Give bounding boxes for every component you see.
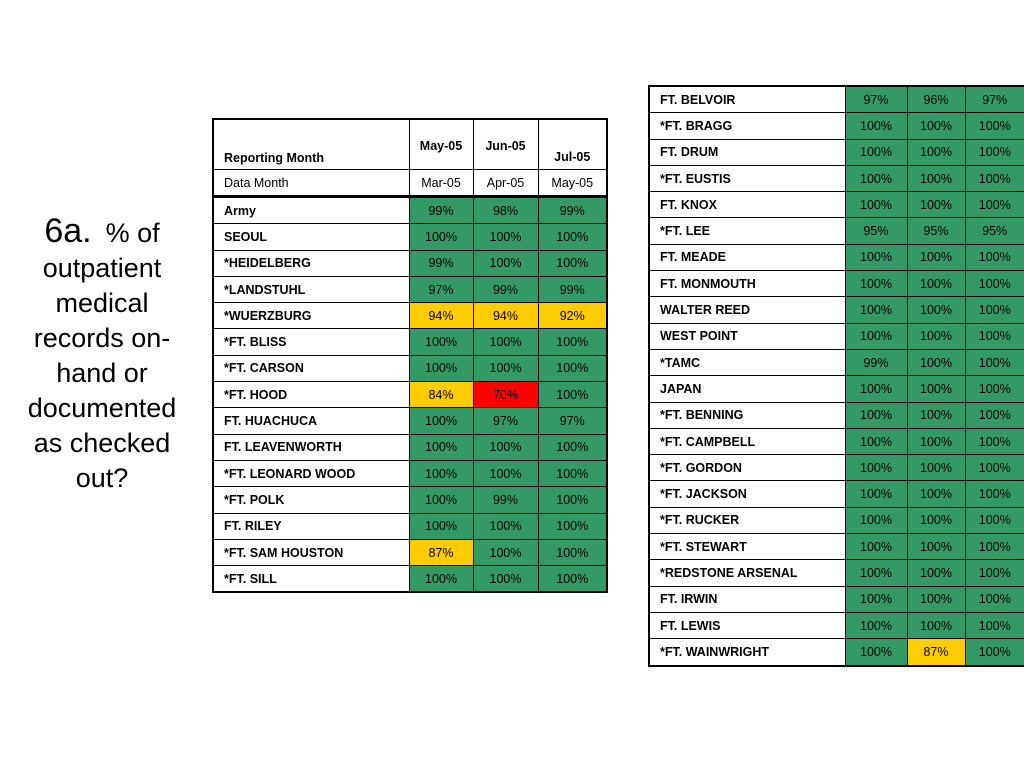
percent-cell: 94% [409, 303, 473, 329]
percent-cell: 99% [409, 250, 473, 276]
percent-cell: 100% [409, 513, 473, 539]
percent-cell: 100% [538, 487, 607, 513]
location-name: *REDSTONE ARSENAL [649, 560, 845, 586]
percent-cell: 100% [538, 382, 607, 408]
percent-cell: 100% [965, 639, 1024, 666]
location-name: *LANDSTUHL [213, 276, 409, 302]
subheader-month: Mar-05 [409, 170, 473, 197]
percent-cell: 100% [965, 349, 1024, 375]
location-name: FT. BELVOIR [649, 86, 845, 113]
location-name: *FT. RUCKER [649, 507, 845, 533]
table-row [649, 165, 1024, 191]
location-name: *FT. HOOD [213, 382, 409, 408]
location-name: *FT. BRAGG [649, 113, 845, 139]
table-row [649, 560, 1024, 586]
table-row [649, 218, 1024, 244]
percent-cell: 100% [538, 539, 607, 565]
table-row [213, 303, 607, 329]
percent-cell: 100% [409, 487, 473, 513]
percent-cell: 100% [845, 534, 907, 560]
table-row [213, 224, 607, 250]
header-month: Jul-05 [538, 119, 607, 170]
table-row [213, 382, 607, 408]
percent-cell: 99% [473, 487, 538, 513]
percent-cell: 100% [473, 355, 538, 381]
percent-cell: 100% [907, 165, 965, 191]
location-name: WEST POINT [649, 323, 845, 349]
percent-cell: 100% [907, 402, 965, 428]
subheader-label: Data Month [213, 170, 409, 197]
percent-cell: 100% [907, 139, 965, 165]
percent-cell: 100% [473, 460, 538, 486]
percent-cell: 100% [907, 428, 965, 454]
percent-cell: 96% [907, 86, 965, 113]
location-name: FT. MEADE [649, 244, 845, 270]
percent-cell: 99% [845, 349, 907, 375]
location-name: Army [213, 197, 409, 224]
table-row [213, 197, 607, 224]
percent-cell: 100% [965, 297, 1024, 323]
table-row [213, 355, 607, 381]
header-month: Jun-05 [473, 119, 538, 170]
table-row [213, 250, 607, 276]
percent-cell: 100% [845, 402, 907, 428]
percent-cell: 100% [965, 481, 1024, 507]
location-name: *TAMC [649, 349, 845, 375]
location-name: *FT. CARSON [213, 355, 409, 381]
percent-cell: 97% [965, 86, 1024, 113]
percent-cell: 100% [907, 455, 965, 481]
percent-cell: 100% [965, 402, 1024, 428]
location-name: FT. KNOX [649, 192, 845, 218]
percent-cell: 94% [473, 303, 538, 329]
location-name: *FT. WAINWRIGHT [649, 639, 845, 666]
table-row [213, 329, 607, 355]
location-name: FT. RILEY [213, 513, 409, 539]
location-name: *FT. SILL [213, 566, 409, 593]
right-data-table [648, 85, 1024, 667]
header-month: May-05 [409, 119, 473, 170]
percent-cell: 100% [845, 297, 907, 323]
percent-cell: 100% [845, 113, 907, 139]
percent-cell: 100% [845, 481, 907, 507]
percent-cell: 100% [845, 507, 907, 533]
subheader-row [213, 170, 607, 197]
table-row [649, 481, 1024, 507]
percent-cell: 100% [473, 224, 538, 250]
location-name: *FT. STEWART [649, 534, 845, 560]
location-name: SEOUL [213, 224, 409, 250]
percent-cell: 100% [845, 323, 907, 349]
percent-cell: 100% [907, 271, 965, 297]
percent-cell: 100% [538, 329, 607, 355]
table-row [213, 487, 607, 513]
percent-cell: 100% [965, 560, 1024, 586]
percent-cell: 98% [473, 197, 538, 224]
percent-cell: 100% [538, 434, 607, 460]
slide-title [18, 214, 186, 496]
percent-cell: 100% [409, 566, 473, 593]
location-name: JAPAN [649, 376, 845, 402]
percent-cell: 100% [965, 376, 1024, 402]
percent-cell: 100% [845, 192, 907, 218]
percent-cell: 100% [965, 244, 1024, 270]
percent-cell: 100% [538, 250, 607, 276]
percent-cell: 100% [965, 323, 1024, 349]
percent-cell: 100% [907, 534, 965, 560]
percent-cell: 97% [538, 408, 607, 434]
table-row [213, 408, 607, 434]
percent-cell: 97% [473, 408, 538, 434]
location-name: WALTER REED [649, 297, 845, 323]
percent-cell: 100% [907, 297, 965, 323]
percent-cell: 100% [907, 376, 965, 402]
table-row [649, 586, 1024, 612]
table-row [649, 639, 1024, 666]
location-name: *FT. LEONARD WOOD [213, 460, 409, 486]
percent-cell: 100% [409, 460, 473, 486]
percent-cell: 100% [845, 271, 907, 297]
location-name: *FT. POLK [213, 487, 409, 513]
table-row [649, 244, 1024, 270]
location-name: *FT. JACKSON [649, 481, 845, 507]
table-row [649, 113, 1024, 139]
percent-cell: 97% [409, 276, 473, 302]
location-name: FT. DRUM [649, 139, 845, 165]
percent-cell: 100% [538, 513, 607, 539]
percent-cell: 100% [409, 408, 473, 434]
table-row [649, 455, 1024, 481]
percent-cell: 100% [538, 224, 607, 250]
header-label: Reporting Month [213, 119, 409, 170]
percent-cell: 100% [538, 460, 607, 486]
table-row [213, 460, 607, 486]
location-name: *FT. GORDON [649, 455, 845, 481]
percent-cell: 100% [965, 612, 1024, 638]
location-name: *FT. LEE [649, 218, 845, 244]
table-row [649, 534, 1024, 560]
percent-cell: 100% [907, 323, 965, 349]
subheader-month: Apr-05 [473, 170, 538, 197]
table-row [649, 271, 1024, 297]
percent-cell: 95% [907, 218, 965, 244]
location-name: *WUERZBURG [213, 303, 409, 329]
percent-cell: 100% [907, 349, 965, 375]
percent-cell: 100% [845, 612, 907, 638]
percent-cell: 100% [907, 507, 965, 533]
percent-cell: 99% [473, 276, 538, 302]
table-row [213, 434, 607, 460]
table-row [649, 612, 1024, 638]
percent-cell: 100% [473, 250, 538, 276]
percent-cell: 100% [473, 566, 538, 593]
location-name: *FT. BLISS [213, 329, 409, 355]
percent-cell: 99% [538, 197, 607, 224]
percent-cell: 100% [409, 224, 473, 250]
location-name: *FT. SAM HOUSTON [213, 539, 409, 565]
location-name: FT. HUACHUCA [213, 408, 409, 434]
percent-cell: 100% [965, 507, 1024, 533]
table-row [213, 276, 607, 302]
subheader-month: May-05 [538, 170, 607, 197]
percent-cell: 100% [965, 139, 1024, 165]
slide-question: % of outpatient medical records on-hand or documented as checked out? [27, 218, 177, 493]
location-name: *FT. CAMPBELL [649, 428, 845, 454]
percent-cell: 87% [409, 539, 473, 565]
location-name: FT. LEWIS [649, 612, 845, 638]
percent-cell: 100% [965, 271, 1024, 297]
percent-cell: 100% [907, 481, 965, 507]
left-data-table [212, 118, 608, 593]
table-row [649, 507, 1024, 533]
table-row [213, 566, 607, 593]
percent-cell: 100% [473, 434, 538, 460]
percent-cell: 84% [409, 382, 473, 408]
table-row [649, 323, 1024, 349]
percent-cell: 70% [473, 382, 538, 408]
percent-cell: 100% [965, 192, 1024, 218]
percent-cell: 100% [845, 560, 907, 586]
table-row [213, 513, 607, 539]
percent-cell: 92% [538, 303, 607, 329]
percent-cell: 100% [845, 376, 907, 402]
percent-cell: 99% [409, 197, 473, 224]
percent-cell: 100% [538, 566, 607, 593]
percent-cell: 100% [907, 192, 965, 218]
location-name: *FT. BENNING [649, 402, 845, 428]
percent-cell: 100% [907, 586, 965, 612]
table-row [649, 428, 1024, 454]
percent-cell: 100% [845, 139, 907, 165]
table-row [649, 86, 1024, 113]
percent-cell: 100% [907, 612, 965, 638]
percent-cell: 100% [409, 434, 473, 460]
percent-cell: 100% [473, 329, 538, 355]
table-row [649, 349, 1024, 375]
percent-cell: 100% [907, 560, 965, 586]
percent-cell: 100% [409, 329, 473, 355]
percent-cell: 100% [473, 539, 538, 565]
location-name: FT. LEAVENWORTH [213, 434, 409, 460]
percent-cell: 100% [965, 455, 1024, 481]
slide-number: 6a. [44, 212, 92, 250]
percent-cell: 100% [409, 355, 473, 381]
table-row [213, 539, 607, 565]
percent-cell: 100% [845, 428, 907, 454]
table-row [649, 376, 1024, 402]
percent-cell: 95% [845, 218, 907, 244]
percent-cell: 100% [473, 513, 538, 539]
location-name: *HEIDELBERG [213, 250, 409, 276]
percent-cell: 100% [845, 165, 907, 191]
location-name: FT. MONMOUTH [649, 271, 845, 297]
percent-cell: 100% [845, 639, 907, 666]
percent-cell: 100% [965, 165, 1024, 191]
percent-cell: 100% [538, 355, 607, 381]
table-row [649, 402, 1024, 428]
percent-cell: 100% [907, 244, 965, 270]
table-row [649, 139, 1024, 165]
location-name: FT. IRWIN [649, 586, 845, 612]
percent-cell: 100% [845, 244, 907, 270]
percent-cell: 100% [845, 455, 907, 481]
percent-cell: 97% [845, 86, 907, 113]
percent-cell: 95% [965, 218, 1024, 244]
table-row [649, 192, 1024, 218]
percent-cell: 100% [965, 534, 1024, 560]
percent-cell: 87% [907, 639, 965, 666]
percent-cell: 100% [907, 113, 965, 139]
percent-cell: 100% [965, 586, 1024, 612]
percent-cell: 99% [538, 276, 607, 302]
percent-cell: 100% [965, 113, 1024, 139]
table-row [649, 297, 1024, 323]
location-name: *FT. EUSTIS [649, 165, 845, 191]
header-row [213, 119, 607, 170]
percent-cell: 100% [965, 428, 1024, 454]
percent-cell: 100% [845, 586, 907, 612]
